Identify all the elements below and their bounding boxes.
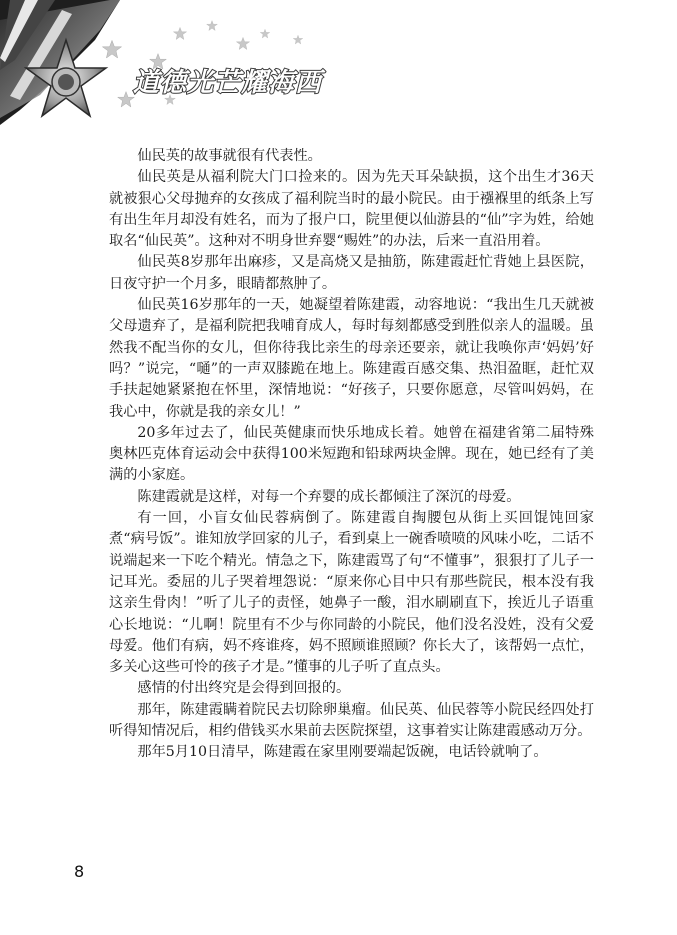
- paragraph: 仙民英16岁那年的一天，她凝望着陈建霞，动容地说：“我出生几天就被父母遗弃了，是福利院把我哺育成人，每时每刻都感受到胜似亲人的温暖。虽然我不配当你的女儿，但你待我比亲生的母亲还要亲，就让我唤你声‘妈妈’好吗？”说完，“嗵”的一声双膝跪在地上。陈建霞百感交集、热泪盈眶，赶忙双手扶起她紧紧抱在怀里，深情地说：“好孩子，只要你愿意，尽管叫妈妈，在我心中，你就是我的亲女儿！”: [109, 297, 594, 420]
- paragraph: 仙民英8岁那年出麻疹，又是高烧又是抽筋，陈建霞赶忙背她上县医院，日夜守护一个月多，眼睛都熬肿了。: [109, 254, 594, 292]
- paragraph: 陈建霞就是这样，对每一个弃婴的成长都倾注了深沉的母爱。: [137, 488, 521, 505]
- article-body: [109, 146, 594, 764]
- paragraph: 感情的付出终究是会得到回报的。: [137, 680, 351, 697]
- paragraph: 仙民英是从福利院大门口捡来的。因为先天耳朵缺损，这个出生才36天就被狠心父母抛弃的女孩成了福利院当时的最小院民。由于襁褓里的纸条上写有出生年月却没有姓名，而为了报户口，院里便以仙游县的“仙”字为姓，给她取名“仙民英”。这种对不明身世弃婴“赐姓”的办法，后来一直沿用着。: [109, 169, 594, 250]
- page-header: [0, 0, 360, 125]
- paragraph: 那年5月10日清早，陈建霞在家里刚要端起饭碗，电话铃就响了。: [137, 744, 548, 761]
- page-number: 8: [74, 862, 85, 881]
- paragraph: 那年，陈建霞瞒着院民去切除卵巢瘤。仙民英、仙民蓉等小院民经四处打听得知情况后，相约借钱买水果前去医院探望，这事着实让陈建霞感动万分。: [109, 701, 594, 740]
- paragraph: 20多年过去了，仙民英健康而快乐地成长着。她曾在福建省第二届特殊奥林匹克体育运动会中获得100米短跑和铅球两块金牌。现在，她已经有了美满的小家庭。: [109, 424, 594, 484]
- paragraph: 有一回，小盲女仙民蓉病倒了。陈建霞自掏腰包从街上买回馄饨回家煮“病号饭”。谁知放学回家的儿子，看到桌上一碗香喷喷的风味小吃，二话不说端起来一下吃个精光。情急之下，陈建霞骂了句“不懂事”，狠狠打了儿子一记耳光。委屈的儿子哭着埋怨说：“原来你心目中只有那些院民，根本没有我这亲生骨肉！”听了儿子的责怪，她鼻子一酸，泪水刷刷直下，挨近儿子语重心长地说：“儿啊！院里有不少与你同龄的小院民，他们没名没姓，没有父爱母爱。他们有病，妈不疼谁疼，妈不照顾谁照顾？你长大了，该帮妈一点忙，多关心这些可怜的孩子才是。”懂事的儿子听了直点头。: [109, 510, 594, 676]
- paragraph: 仙民英的故事就很有代表性。: [137, 148, 322, 164]
- banner-title: 道德光芒耀海西: [133, 68, 323, 98]
